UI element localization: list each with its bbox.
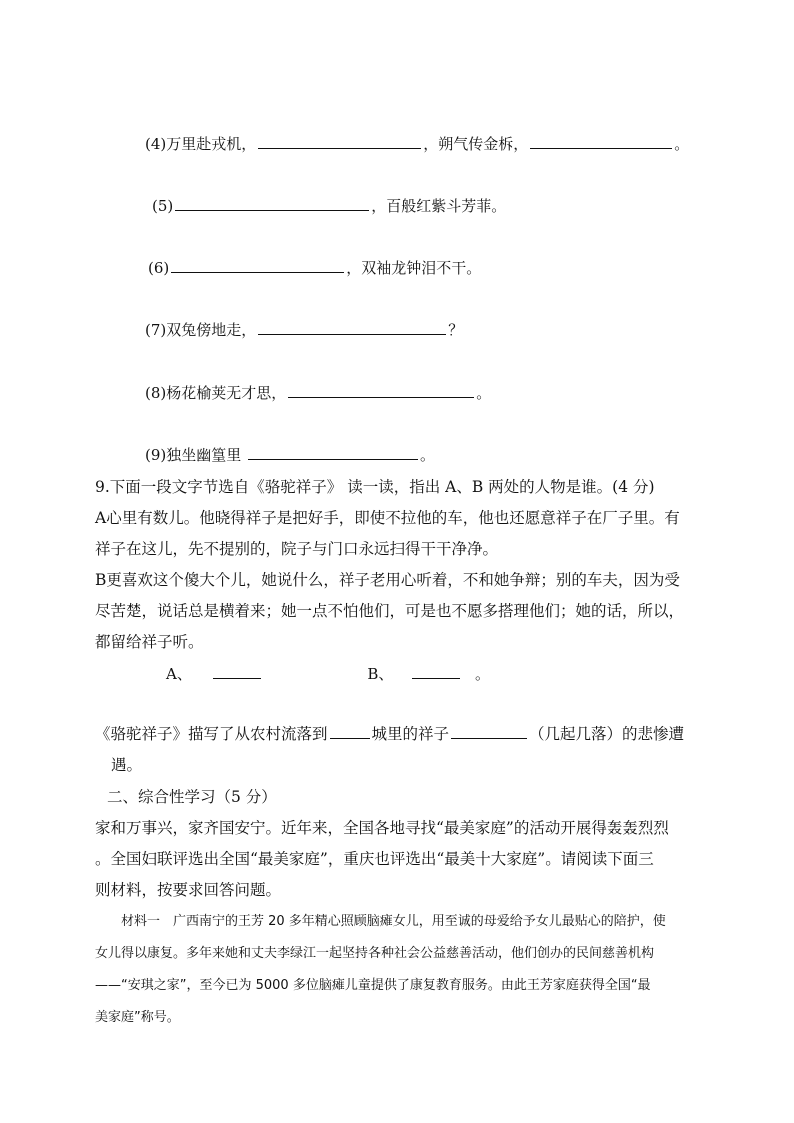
answer-b-label: B、 bbox=[367, 665, 394, 683]
answer-blank[interactable] bbox=[530, 133, 672, 149]
poem-text: 。 bbox=[420, 446, 436, 464]
poem-number: (7) bbox=[145, 321, 167, 339]
passage-a-line: 祥子在这儿，先不提别的，院子与门口永远扫得干干净净。 bbox=[95, 540, 499, 558]
poem-number: (5) bbox=[152, 197, 174, 215]
poem-text: 。 bbox=[674, 135, 690, 153]
poem-text: ，百般红紫斗芳菲。 bbox=[371, 197, 507, 215]
answer-blank[interactable] bbox=[248, 444, 418, 460]
poem-line-9 bbox=[145, 444, 435, 465]
poem-line-8 bbox=[145, 382, 491, 403]
intro-line: 。全国妇联评选出全国“最美家庭”，重庆也评选出“最美十大家庭”。请阅读下面三 bbox=[95, 850, 654, 868]
material-line: 女儿得以康复。多年来她和丈夫李绿江一起坚持各种社会公益慈善活动，他们创办的民间慈善机构 bbox=[95, 946, 655, 961]
poem-number: (8) bbox=[145, 384, 167, 402]
poem-number: (4) bbox=[145, 135, 167, 153]
answer-blank[interactable] bbox=[258, 133, 421, 149]
poem-text: ，双袖龙钟泪不干。 bbox=[346, 259, 482, 277]
poem-text: ？ bbox=[448, 321, 464, 339]
luotuo-text: 城里的祥子 bbox=[371, 725, 450, 743]
material-line: ——“安琪之家”，至今已为 5000 多位脑瘫儿童提供了康复教育服务。由此王芳家庭获得全国“最 bbox=[95, 978, 651, 993]
luotuo-question bbox=[95, 719, 705, 781]
passage-b-line: B更喜欢这个傻大个儿，她说什么，祥子老用心听着，不和她争辩；别的车夫，因为受 bbox=[95, 571, 680, 589]
poem-text: 万里赴戎机， bbox=[166, 135, 257, 153]
answer-a-blank[interactable] bbox=[213, 663, 261, 679]
answer-end: 。 bbox=[475, 665, 491, 683]
poem-text: 。 bbox=[476, 384, 492, 402]
answer-blank[interactable] bbox=[330, 723, 370, 739]
poem-line-6 bbox=[148, 257, 481, 278]
material-line: 材料一 广西南宁的王芳 20 多年精心照顾脑瘫女儿，用至诚的母爱给予女儿最贴心的陪护，使 bbox=[121, 914, 666, 929]
luotuo-line bbox=[95, 719, 705, 750]
material-one bbox=[95, 906, 707, 1034]
poem-text: 双兔傍地走， bbox=[166, 321, 257, 339]
question-9 bbox=[95, 472, 705, 658]
luotuo-line-2: 遇。 bbox=[111, 756, 143, 774]
passage-b-line: 都留给祥子听。 bbox=[95, 633, 204, 651]
answer-blank[interactable] bbox=[451, 723, 527, 739]
poem-line-5 bbox=[152, 195, 506, 216]
poem-line-4 bbox=[145, 133, 689, 154]
answer-b-blank[interactable] bbox=[412, 663, 460, 679]
answer-row bbox=[166, 663, 490, 684]
passage-a-line: A心里有数儿。他晓得祥子是把好手，即使不拉他的车，他也还愿意祥子在厂子里。有 bbox=[95, 509, 680, 527]
luotuo-text: 《骆驼祥子》描写了从农村流落到 bbox=[95, 725, 328, 743]
intro-line: 家和万事兴，家齐国安宁。近年来，全国各地寻找“最美家庭”的活动开展得轰轰烈烈 bbox=[95, 819, 669, 837]
passage-b-line: 尽苦楚，说话总是横着来；她一点不怕他们，可是也不愿多搭理他们；她的话，所以， bbox=[95, 602, 685, 620]
answer-blank[interactable] bbox=[175, 195, 369, 211]
section-2 bbox=[95, 782, 705, 906]
poem-number: (9) bbox=[145, 446, 167, 464]
intro-line: 则材料，按要求回答问题。 bbox=[95, 881, 282, 899]
answer-blank[interactable] bbox=[288, 382, 474, 398]
poem-text: ，朔气传金柝， bbox=[423, 135, 529, 153]
poem-text: 独坐幽篁里 bbox=[166, 446, 242, 464]
section-title: 二、综合性学习（5 分） bbox=[107, 788, 277, 806]
poem-line-7 bbox=[145, 319, 463, 340]
answer-a-label: A、 bbox=[166, 665, 192, 683]
luotuo-text: （几起几落）的悲惨遭 bbox=[529, 725, 685, 743]
poem-text: 杨花榆荚无才思， bbox=[166, 384, 287, 402]
poem-number: (6) bbox=[148, 259, 170, 277]
answer-blank[interactable] bbox=[171, 257, 344, 273]
answer-blank[interactable] bbox=[258, 319, 446, 335]
material-line: 美家庭”称号。 bbox=[95, 1010, 180, 1025]
question-title: 9.下面一段文字节选自《骆驼祥子》 读一读，指出 A、B 两处的人物是谁。(4 分) bbox=[95, 478, 655, 496]
